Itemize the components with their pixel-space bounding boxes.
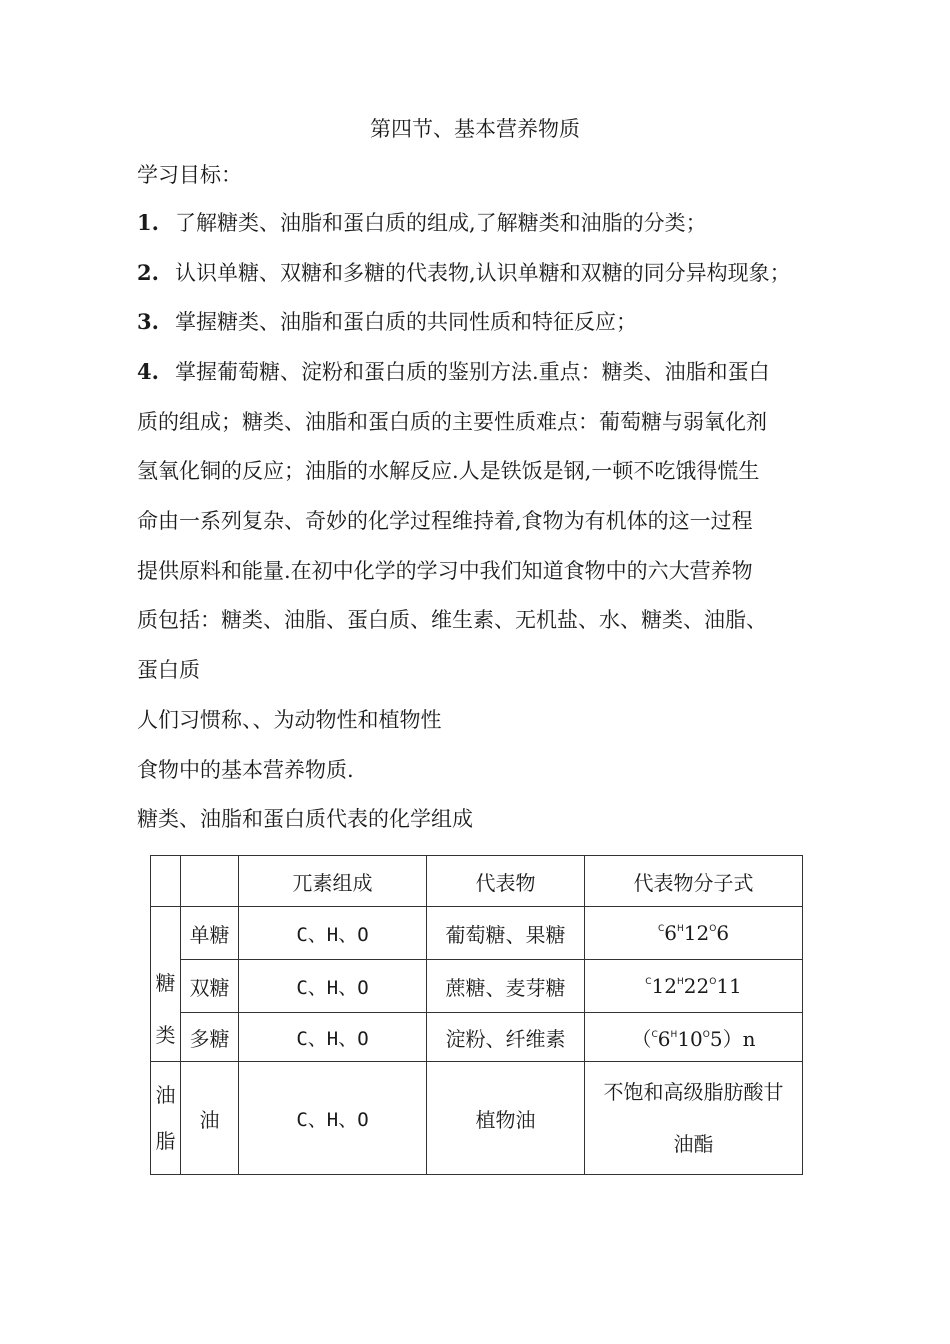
objective-number: 3. bbox=[137, 309, 159, 334]
elements-cell: C、H、O bbox=[239, 960, 427, 1013]
body-line: 人们习惯称、、为动物性和植物性 bbox=[137, 708, 442, 732]
body-line: 命由一系列复杂、奇妙的化学过程维持着,食物为有机体的这一过程 bbox=[137, 509, 753, 533]
group-cell-sugar bbox=[151, 907, 181, 1062]
objective-number: 4. bbox=[137, 359, 159, 384]
objective-text: 认识单糖、双糖和多糖的代表物,认识单糖和双糖的同分异构现象； bbox=[175, 261, 791, 285]
formula-cell bbox=[585, 1062, 803, 1175]
formula-text: 不饱和高级脂肪酸甘 油酯 bbox=[603, 1080, 784, 1156]
header-cell: 代表物 bbox=[427, 856, 585, 907]
body-line: 提供原料和能量.在初中化学的学习中我们知道食物中的六大营养物 bbox=[137, 559, 753, 583]
objective-item bbox=[137, 208, 707, 238]
elements-cell: C、H、O bbox=[239, 1013, 427, 1062]
table-caption: 糖类、油脂和蛋白质代表的化学组成 bbox=[137, 807, 473, 831]
formula-cell: $^C12^H22^O11$ bbox=[585, 960, 803, 1013]
group-cell-fat bbox=[151, 1062, 181, 1175]
page-title: 第四节、基本营养物质 bbox=[370, 117, 580, 141]
example-cell: 蔗糖、麦芽糖 bbox=[427, 960, 585, 1013]
group-label: 糖类 bbox=[155, 971, 176, 1047]
header-cell bbox=[151, 856, 181, 907]
objective-item bbox=[137, 357, 770, 387]
objective-text: 了解糖类、油脂和蛋白质的组成,了解糖类和油脂的分类； bbox=[175, 211, 707, 235]
example-cell: 葡萄糖、果糖 bbox=[427, 907, 585, 960]
table-row bbox=[151, 907, 803, 960]
example-cell: 植物油 bbox=[427, 1062, 585, 1175]
body-line: 质包括：糖类、油脂、蛋白质、维生素、无机盐、水、糖类、油脂、 bbox=[137, 608, 767, 632]
elements-cell: C、H、O bbox=[239, 907, 427, 960]
objective-number: 2. bbox=[137, 260, 159, 285]
subtype-cell: 多糖 bbox=[181, 1013, 239, 1062]
elements-cell: C、H、O bbox=[239, 1062, 427, 1175]
objective-item bbox=[137, 258, 791, 288]
formula-cell: $(^C6^H10^O5)n$ bbox=[585, 1013, 803, 1062]
objective-text: 掌握葡萄糖、淀粉和蛋白质的鉴别方法.重点：糖类、油脂和蛋白 bbox=[175, 360, 770, 384]
header-cell: 兀素组成 bbox=[239, 856, 427, 907]
table-row bbox=[151, 1013, 803, 1062]
body-line: 质的组成；糖类、油脂和蛋白质的主要性质难点：葡萄糖与弱氧化剂 bbox=[137, 410, 767, 434]
example-cell: 淀粉、纤维素 bbox=[427, 1013, 585, 1062]
group-label: 油脂 bbox=[155, 1083, 176, 1153]
subtype-cell: 油 bbox=[181, 1062, 239, 1175]
table-row bbox=[151, 960, 803, 1013]
body-line: 蛋白质 bbox=[137, 658, 200, 682]
formula-cell: $^C6^H12^O6$ bbox=[585, 907, 803, 960]
body-line: 氢氧化铜的反应；油脂的水解反应.人是铁饭是钢,一顿不吃饿得慌生 bbox=[137, 459, 760, 483]
objective-number: 1. bbox=[137, 210, 159, 235]
objectives-heading: 学习目标： bbox=[137, 163, 242, 187]
header-cell: 代表物分子式 bbox=[585, 856, 803, 907]
subtype-cell: 单糖 bbox=[181, 907, 239, 960]
table-header-row bbox=[151, 856, 803, 907]
subtype-cell: 双糖 bbox=[181, 960, 239, 1013]
table-row bbox=[151, 1062, 803, 1175]
objective-text: 掌握糖类、油脂和蛋白质的共同性质和特征反应； bbox=[175, 310, 637, 334]
body-line: 食物中的基本营养物质. bbox=[137, 758, 354, 782]
objective-item bbox=[137, 307, 637, 337]
header-cell bbox=[181, 856, 239, 907]
composition-table bbox=[150, 855, 803, 1175]
